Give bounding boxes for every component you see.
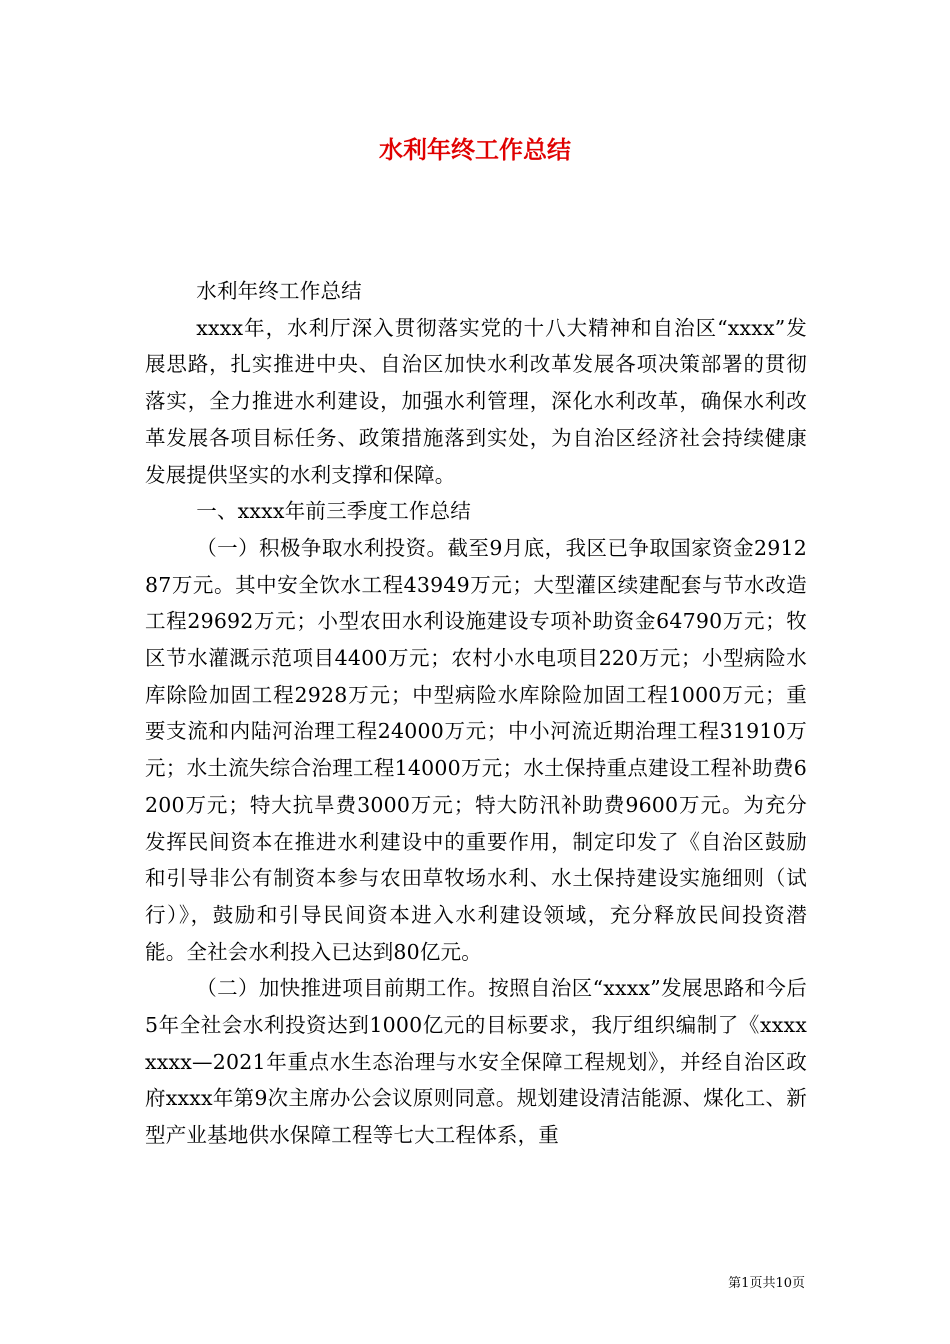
document-title: 水利年终工作总结 xyxy=(379,135,571,164)
section-heading: 一、xxxx年前三季度工作总结 xyxy=(196,499,471,524)
paragraph-intro: xxxx年，水利厅深入贯彻落实党的十八大精神和自治区“xxxx”发展思路，扎实推进中央、自治区加快水利改革发展各项决策部署的贯彻落实，全力推进水利建设，加强水利管理，深化水利改革，确保水利改革发展各项目标任务、政策措施落到实处，为自治区经济社会持续健康发展提供坚实的水利支撑和保障。 xyxy=(145,315,807,487)
paragraph-preliminary-work: （二）加快推进项目前期工作。按照自治区“xxxx”发展思路和今后5年全社会水利投资达到1000亿元的目标要求，我厅组织编制了《xxxxxxxx—2021年重点水生态治理与水安全保障工程规划》，并经自治区政府xxxx年第9次主席办公会议原则同意。规划建设清洁能源、煤化工、新型产业基地供水保障工程等七大工程体系，重 xyxy=(145,976,807,1148)
document-body xyxy=(145,273,807,1154)
page-number-footer: 第1页共10页 xyxy=(728,1276,805,1291)
paragraph-heading: 水利年终工作总结 xyxy=(196,279,362,303)
paragraph-investment: （一）积极争取水利投资。截至9月底，我区已争取国家资金291287万元。其中安全饮水工程43949万元；大型灌区续建配套与节水改造工程29692万元；小型农田水利设施建设专项补助资金64790万元；牧区节水灌溉示范项目4400万元；农村小水电项目220万元；小型病险水库除险加固工程2928万元；中型病险水库除险加固工程1000万元；重要支流和内陆河治理工程24000万元；中小河流近期治理工程31910万元；水土流失综合治理工程14000万元；水土保持重点建设工程补助费6200万元；特大抗旱费3000万元；特大防汛补助费9600万元。为充分发挥民间资本在推进水利建设中的重要作用，制定印发了《自治区鼓励和引导非公有制资本参与农田草牧场水利、水土保持建设实施细则（试行）》，鼓励和引导民间资本进入水利建设领域，充分释放民间投资潜能。全社会水利投入已达到80亿元。 xyxy=(145,535,807,964)
